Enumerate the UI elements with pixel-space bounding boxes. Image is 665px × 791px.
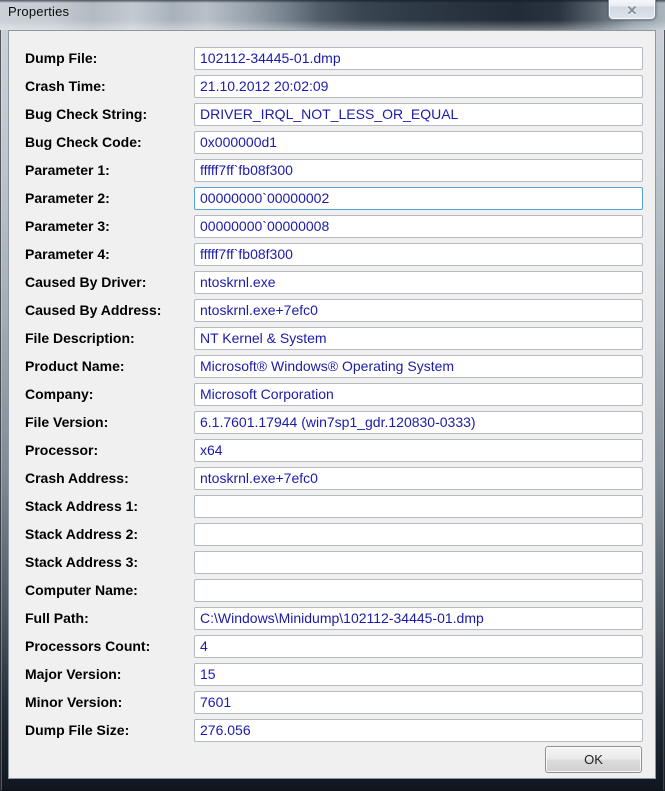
field-label: Dump File Size: [25, 722, 130, 738]
field-input-parameter-1[interactable] [194, 159, 643, 182]
field-input-computer-name[interactable] [194, 579, 643, 602]
property-row [9, 268, 655, 296]
property-row [9, 184, 655, 212]
property-row [9, 492, 655, 520]
titlebar[interactable] [0, 0, 665, 30]
field-label: File Version: [25, 414, 109, 430]
field-label: Full Path: [25, 610, 89, 626]
field-label: Stack Address 1: [25, 498, 139, 514]
field-label: Processors Count: [25, 638, 151, 654]
field-input-company[interactable] [194, 383, 643, 406]
property-row [9, 100, 655, 128]
property-row [9, 632, 655, 660]
property-row [9, 576, 655, 604]
close-icon: ✕ [626, 3, 638, 18]
property-row [9, 128, 655, 156]
field-label: Major Version: [25, 666, 122, 682]
fields-list [9, 31, 655, 744]
property-row [9, 324, 655, 352]
dialog-body [8, 30, 656, 779]
property-row [9, 212, 655, 240]
field-input-crash-time[interactable] [194, 75, 643, 98]
property-row [9, 408, 655, 436]
field-input-processors-count[interactable] [194, 635, 643, 658]
field-input-bug-check-string[interactable] [194, 103, 643, 126]
field-label: Crash Time: [25, 78, 106, 94]
property-row [9, 240, 655, 268]
property-row [9, 296, 655, 324]
field-input-processor[interactable] [194, 439, 643, 462]
field-label: Dump File: [25, 50, 98, 66]
field-input-dump-file[interactable] [194, 47, 643, 70]
property-row [9, 156, 655, 184]
property-row [9, 688, 655, 716]
property-row [9, 72, 655, 100]
field-label: Computer Name: [25, 582, 138, 598]
field-label: Bug Check Code: [25, 134, 142, 150]
field-label: Parameter 1: [25, 162, 110, 178]
field-input-parameter-4[interactable] [194, 243, 643, 266]
field-input-dump-file-size[interactable] [194, 719, 643, 742]
field-label: Minor Version: [25, 694, 123, 710]
field-input-file-description[interactable] [194, 327, 643, 350]
field-input-product-name[interactable] [194, 355, 643, 378]
field-input-major-version[interactable] [194, 663, 643, 686]
field-input-bug-check-code[interactable] [194, 131, 643, 154]
ok-button[interactable]: OK [545, 746, 642, 773]
field-label: Bug Check String: [25, 106, 148, 122]
property-row [9, 464, 655, 492]
close-button[interactable] [608, 0, 656, 20]
field-label: File Description: [25, 330, 135, 346]
property-row [9, 44, 655, 72]
field-input-full-path[interactable] [194, 607, 643, 630]
field-label: Stack Address 3: [25, 554, 139, 570]
field-input-caused-by-address[interactable] [194, 299, 643, 322]
field-label: Caused By Driver: [25, 274, 147, 290]
field-label: Parameter 3: [25, 218, 110, 234]
field-label: Product Name: [25, 358, 125, 374]
field-input-file-version[interactable] [194, 411, 643, 434]
field-input-stack-address-1[interactable] [194, 495, 643, 518]
window-title: Properties [8, 4, 70, 19]
field-label: Crash Address: [25, 470, 129, 486]
field-label: Parameter 4: [25, 246, 110, 262]
field-label: Processor: [25, 442, 99, 458]
property-row [9, 436, 655, 464]
property-row [9, 660, 655, 688]
field-input-crash-address[interactable] [194, 467, 643, 490]
property-row [9, 520, 655, 548]
property-row [9, 604, 655, 632]
field-input-stack-address-3[interactable] [194, 551, 643, 574]
field-input-minor-version[interactable] [194, 691, 643, 714]
field-label: Stack Address 2: [25, 526, 139, 542]
field-input-parameter-2[interactable] [194, 187, 643, 210]
field-input-caused-by-driver[interactable] [194, 271, 643, 294]
property-row [9, 548, 655, 576]
field-label: Parameter 2: [25, 190, 110, 206]
field-label: Caused By Address: [25, 302, 162, 318]
field-label: Company: [25, 386, 94, 402]
property-row [9, 352, 655, 380]
property-row [9, 380, 655, 408]
field-input-stack-address-2[interactable] [194, 523, 643, 546]
property-row [9, 716, 655, 744]
field-input-parameter-3[interactable] [194, 215, 643, 238]
